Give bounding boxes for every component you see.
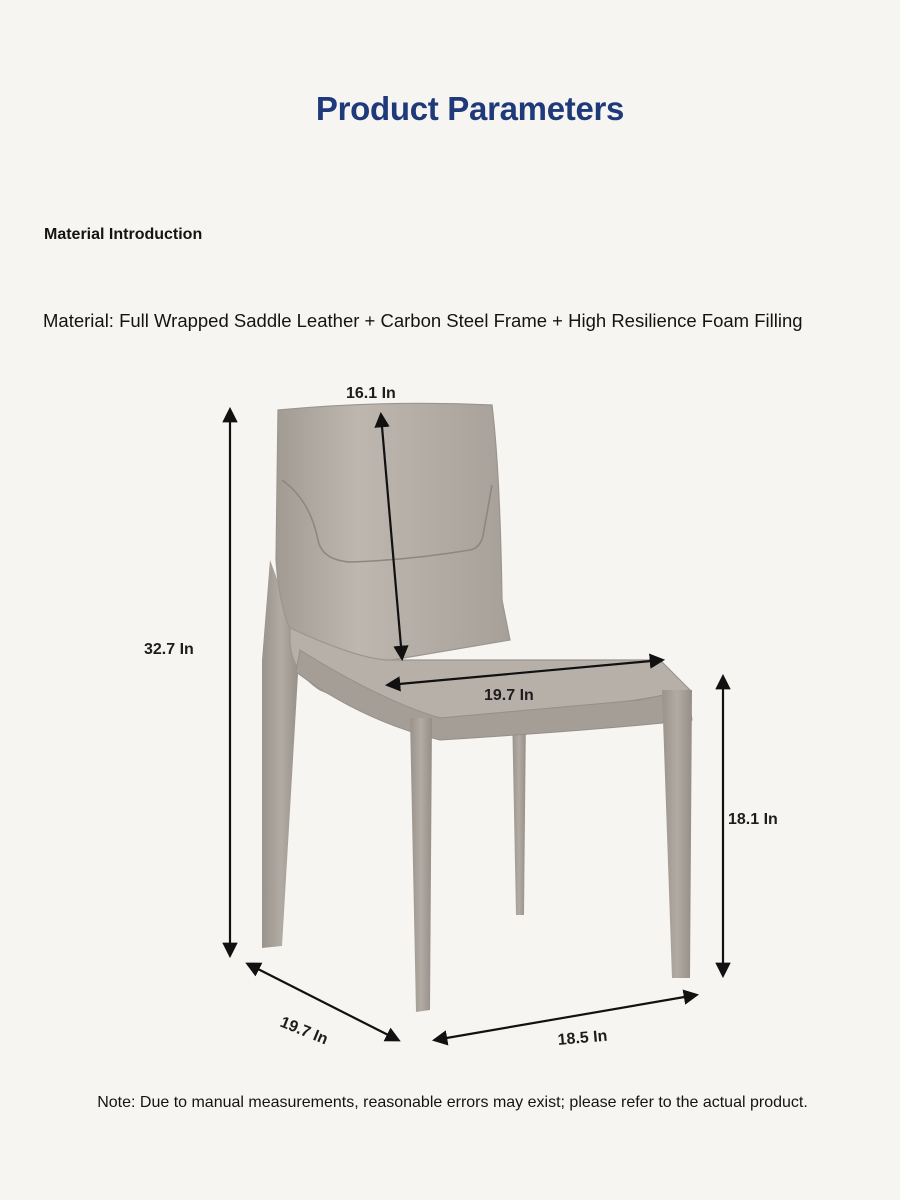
front-leg-right [662, 690, 692, 978]
backrest-width-label: 16.1 In [346, 385, 396, 402]
depth-label: 19.7 In [277, 1014, 331, 1049]
seat-height-label: 18.1 In [728, 811, 778, 828]
total-height-label: 32.7 In [144, 641, 194, 658]
backrest [276, 403, 510, 662]
page-title: Product Parameters [315, 90, 625, 127]
measurement-note: Note: Due to manual measurements, reasonable errors may exist; please refer to the actual product. [97, 1094, 808, 1111]
material-heading: Material Introduction [44, 226, 203, 243]
chair [262, 403, 692, 1012]
front-leg-middle [410, 718, 432, 1012]
seat-width-label: 19.7 In [484, 687, 534, 704]
material-description: Material: Full Wrapped Saddle Leather + Carbon Steel Frame + High Resilience Foam Filling [43, 310, 803, 331]
depth-arrow [248, 964, 398, 1040]
width-label: 18.5 In [557, 1027, 609, 1049]
back-leg-right [512, 710, 526, 915]
